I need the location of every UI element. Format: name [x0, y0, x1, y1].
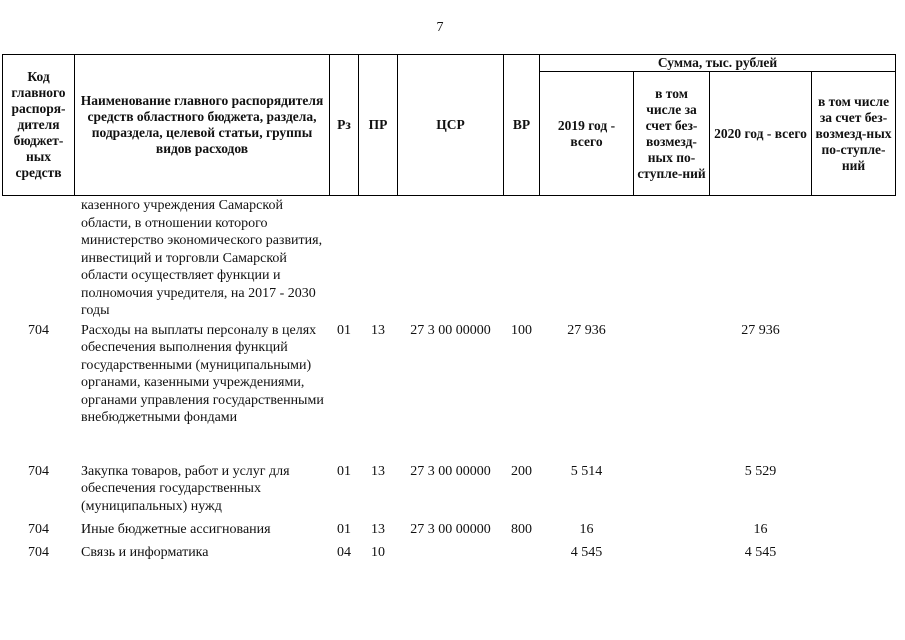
cell-2019-total: 4 545	[570, 544, 603, 560]
cell-csr: 27 3 00 00000	[410, 463, 491, 479]
cell-rz: 04	[337, 544, 351, 560]
cell-code: 704	[28, 463, 49, 479]
cell-code: 704	[28, 544, 49, 560]
cell-2020-gratis	[812, 521, 896, 544]
table-row	[3, 463, 896, 521]
header-csr: ЦСР	[398, 55, 504, 196]
cell-name: казенного учреждения Самарской области, в отношении которого министерство экономического развития, инвестиций и торговли Самарской области осуществляет функции и полномочия учредителя, на 2017 - 2030 годы	[81, 198, 323, 318]
cell-2019-total: 16	[579, 521, 594, 537]
cell-csr	[398, 196, 504, 322]
cell-rz: 01	[337, 322, 351, 338]
cell-pr: 13	[371, 521, 385, 537]
cell-2020-gratis	[812, 544, 896, 566]
header-name: Наименование главного распорядителя средств областного бюджета, раздела, подраздела, целевой статьи, группы видов расходов	[75, 55, 330, 196]
cell-2019-gratis	[634, 322, 710, 463]
cell-2020-total: 5 529	[744, 463, 777, 479]
cell-csr: 27 3 00 00000	[410, 521, 491, 537]
cell-pr: 10	[371, 544, 385, 560]
cell-pr	[359, 196, 398, 322]
cell-csr: 27 3 00 00000	[410, 322, 491, 338]
table-row	[3, 521, 896, 544]
budget-table-container	[2, 54, 895, 566]
table-row	[3, 544, 896, 566]
header-code: Код главного распоря-дителя бюджет-ных средств	[3, 55, 75, 196]
cell-2019-gratis	[634, 521, 710, 544]
header-rz: Рз	[330, 55, 359, 196]
header-sum-group: Сумма, тыс. рублей	[540, 55, 896, 72]
cell-name: Расходы на выплаты персоналу в целях обеспечения выполнения функций государственными (муниципальными) органами, казенными учреждениями, органами управления государственными внебюджетными фондами	[81, 322, 324, 425]
cell-rz: 01	[337, 463, 351, 479]
cell-2020-total: 4 545	[744, 544, 777, 560]
cell-code	[3, 196, 75, 322]
budget-table	[2, 54, 896, 566]
cell-2019-gratis	[634, 463, 710, 521]
cell-2020-total: 16	[753, 521, 768, 537]
cell-2020-total: 27 936	[741, 322, 780, 338]
cell-vr: 100	[511, 322, 532, 338]
cell-2019-total: 27 936	[567, 322, 606, 338]
cell-name: Иные бюджетные ассигнования	[81, 521, 271, 537]
cell-code: 704	[28, 322, 49, 338]
cell-2019-gratis	[634, 196, 710, 322]
cell-2020-gratis	[812, 463, 896, 521]
table-body	[3, 196, 896, 566]
cell-vr: 200	[511, 463, 532, 479]
cell-vr	[504, 196, 540, 322]
cell-rz: 01	[337, 521, 351, 537]
header-2019-gratis: в том числе за счет без-возмезд-ных по-ступле-ний	[634, 72, 710, 196]
cell-name: Закупка товаров, работ и услуг для обеспечения государственных (муниципальных) нужд	[81, 463, 290, 514]
header-2020-total: 2020 год - всего	[710, 72, 812, 196]
header-pr: ПР	[359, 55, 398, 196]
cell-pr: 13	[371, 322, 385, 338]
cell-name: Связь и информатика	[81, 544, 209, 560]
cell-pr: 13	[371, 463, 385, 479]
cell-2020-total	[710, 196, 812, 322]
cell-rz	[330, 196, 359, 322]
cell-2020-gratis	[812, 322, 896, 463]
cell-vr	[504, 544, 540, 566]
page-number: 7	[436, 20, 444, 35]
cell-2019-gratis	[634, 544, 710, 566]
cell-code: 704	[28, 521, 49, 537]
table-header	[3, 55, 896, 196]
header-2020-gratis: в том числе за счет без-возмезд-ных по-ступле-ний	[812, 72, 896, 196]
header-2019-total: 2019 год - всего	[540, 72, 634, 196]
cell-vr: 800	[511, 521, 532, 537]
cell-csr	[398, 544, 504, 566]
header-vr: ВР	[504, 55, 540, 196]
cell-2019-total: 5 514	[570, 463, 603, 479]
cell-2020-gratis	[812, 196, 896, 322]
cell-2019-total	[540, 196, 634, 322]
table-row	[3, 196, 896, 322]
table-row	[3, 322, 896, 463]
